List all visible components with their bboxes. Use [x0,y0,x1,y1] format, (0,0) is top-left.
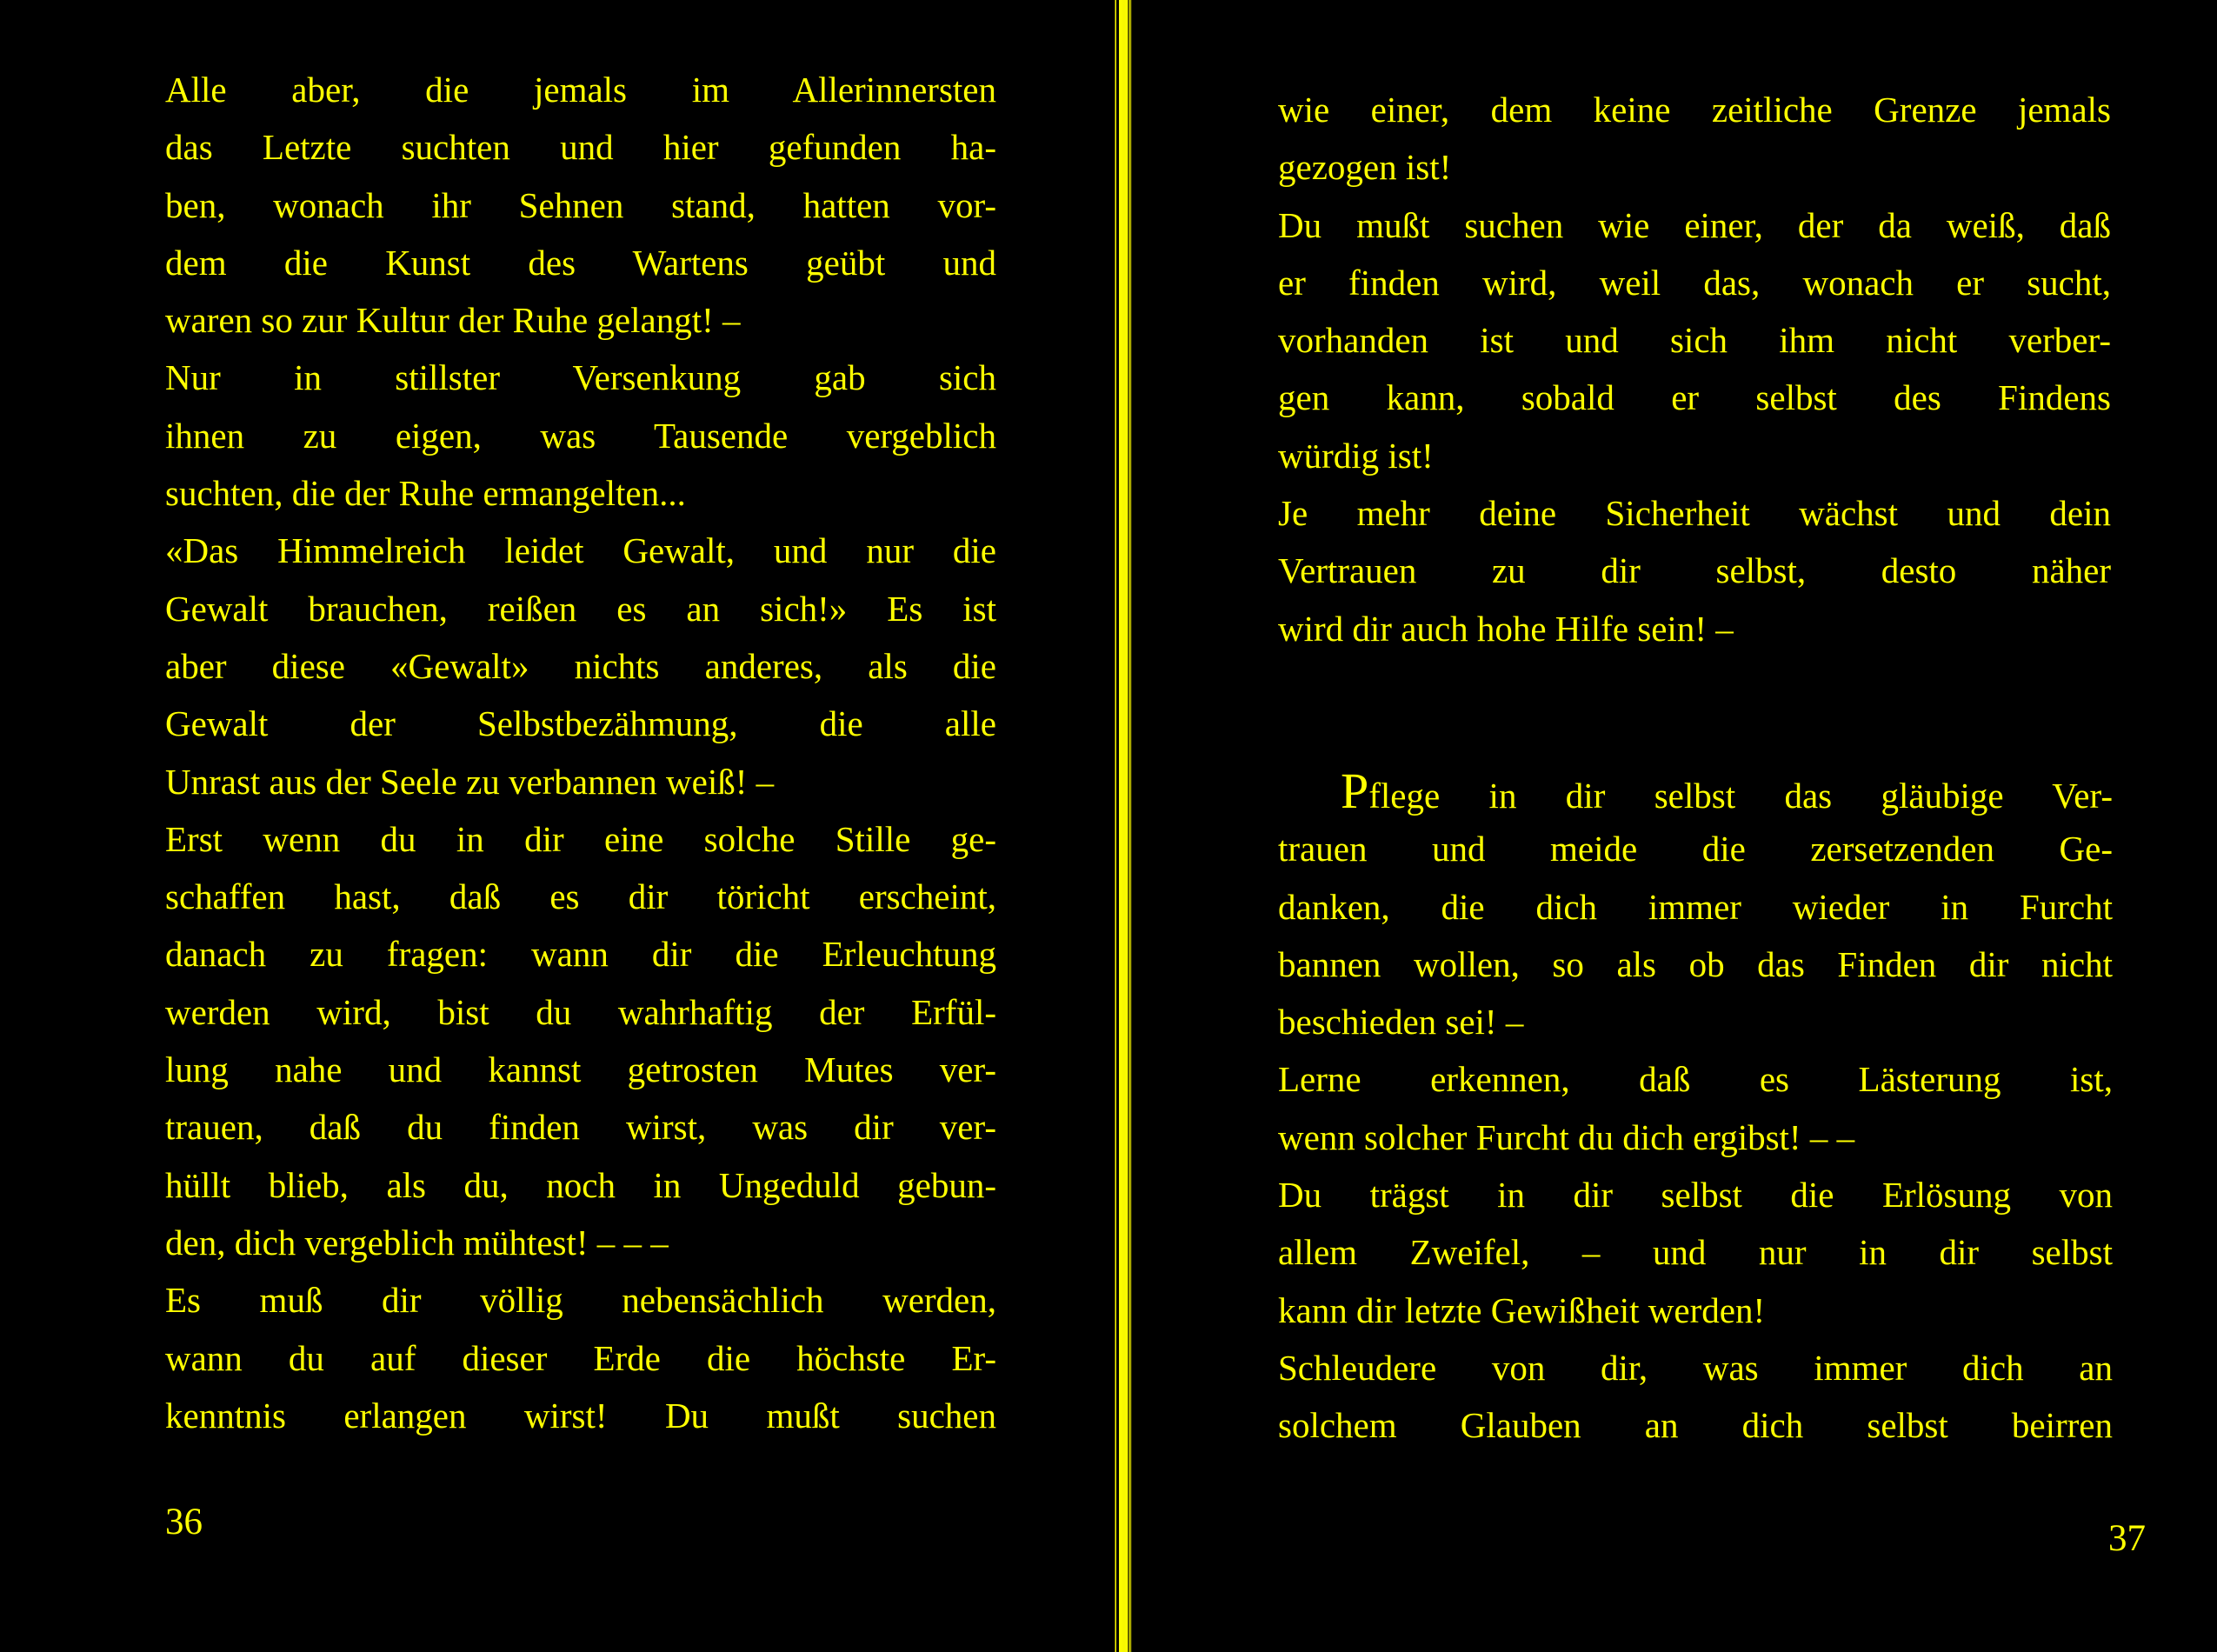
text-line: schaffen hast, daß es dir töricht erscheint, [165,876,996,917]
page-number: 37 [2108,1518,2146,1559]
text-line: Es muß dir völlig nebensächlich werden, [165,1280,996,1321]
right-page [1130,0,2217,1652]
text-line: dem die Kunst des Wartens geübt und [165,242,996,283]
text-line: er finden wird, weil das, wonach er sucht, [1278,262,2111,303]
text-line: kann dir letzte Gewißheit werden! [1278,1289,1766,1330]
text-line: bannen wollen, so als ob das Finden dir nicht [1278,943,2113,984]
text-line: Du trägst in dir selbst die Erlösung von [1278,1175,2113,1216]
text-line [1278,763,2113,820]
text-line: Lerne erkennen, daß es Lästerung ist, [1278,1059,2113,1100]
first-line-text: flege in dir selbst das gläubige Ver- [1368,776,2113,816]
text-line: solchem Glauben an dich selbst beirren [1278,1405,2113,1446]
text-line: Vertrauen zu dir selbst, desto näher [1278,550,2111,591]
text-line: danach zu fragen: wann dir die Erleuchtung [165,934,996,975]
text-line: das Letzte suchten und hier gefunden ha- [165,127,996,168]
text-line: werden wird, bist du wahrhaftig der Erfül- [165,991,996,1032]
text-line: ihnen zu eigen, was Tausende vergeblich [165,415,996,456]
text-line: wenn solcher Furcht du dich ergibst! – – [1278,1116,1855,1157]
page-number: 36 [165,1502,203,1542]
text-line: Erst wenn du in dir eine solche Stille ge- [165,818,996,859]
text-line: trauen, daß du finden wirst, was dir ver- [165,1107,996,1148]
text-line: gen kann, sobald er selbst des Findens [1278,377,2111,418]
text-line: würdig ist! [1278,435,1434,476]
text-line: Gewalt brauchen, reißen es an sich!» Es ist [165,588,996,629]
text-line: Schleudere von dir, was immer dich an [1278,1347,2113,1388]
text-line: wann du auf dieser Erde die höchste Er- [165,1337,996,1378]
text-line: vorhanden ist und sich ihm nicht verber- [1278,320,2111,361]
text-line: Nur in stillster Versenkung gab sich [165,357,996,398]
text-line: trauen und meide die zersetzenden Ge- [1278,829,2113,869]
text-line: den, dich vergeblich mühtest! – – – [165,1222,669,1262]
text-line: hüllt blieb, als du, noch in Ungeduld gebun- [165,1164,996,1205]
book-gutter [1113,0,1132,1652]
gutter-shadow [1128,0,1129,1652]
text-line: kenntnis erlangen wirst! Du mußt suchen [165,1395,996,1436]
text-line: aber diese «Gewalt» nichts anderes, als die [165,645,996,686]
text-line: danken, die dich immer wieder in Furcht [1278,886,2113,927]
right-page-paragraph [1278,763,2113,1455]
text-line: gezogen ist! [1278,147,1452,188]
text-line: suchten, die der Ruhe ermangelten... [165,473,686,514]
gutter-shadow [1116,0,1119,1652]
text-line: waren so zur Kultur der Ruhe gelangt! – [165,300,741,341]
text-line: allem Zweifel, – und nur in dir selbst [1278,1232,2113,1273]
text-line: Unrast aus der Seele zu verbannen weiß! – [165,761,775,802]
text-line: «Das Himmelreich leidet Gewalt, und nur die [165,530,996,571]
text-line: beschieden sei! – [1278,1002,1524,1042]
text-line: Je mehr deine Sicherheit wächst und dein [1278,493,2111,534]
text-line: ben, wonach ihr Sehnen stand, hatten vor- [165,184,996,225]
text-line: Gewalt der Selbstbezähmung, die alle [165,703,996,744]
text-line: wie einer, dem keine zeitliche Grenze jemals [1278,90,2111,130]
right-page-text [1278,81,2111,657]
text-line: lung nahe und kannst getrosten Mutes ver- [165,1049,996,1090]
text-line: Du mußt suchen wie einer, der da weiß, daß [1278,204,2111,245]
drop-cap: P [1341,763,1369,819]
left-page-text [165,61,996,1444]
text-line: Alle aber, die jemals im Allerinnersten [165,70,996,110]
text-line: wird dir auch hohe Hilfe sein! – [1278,608,1734,649]
